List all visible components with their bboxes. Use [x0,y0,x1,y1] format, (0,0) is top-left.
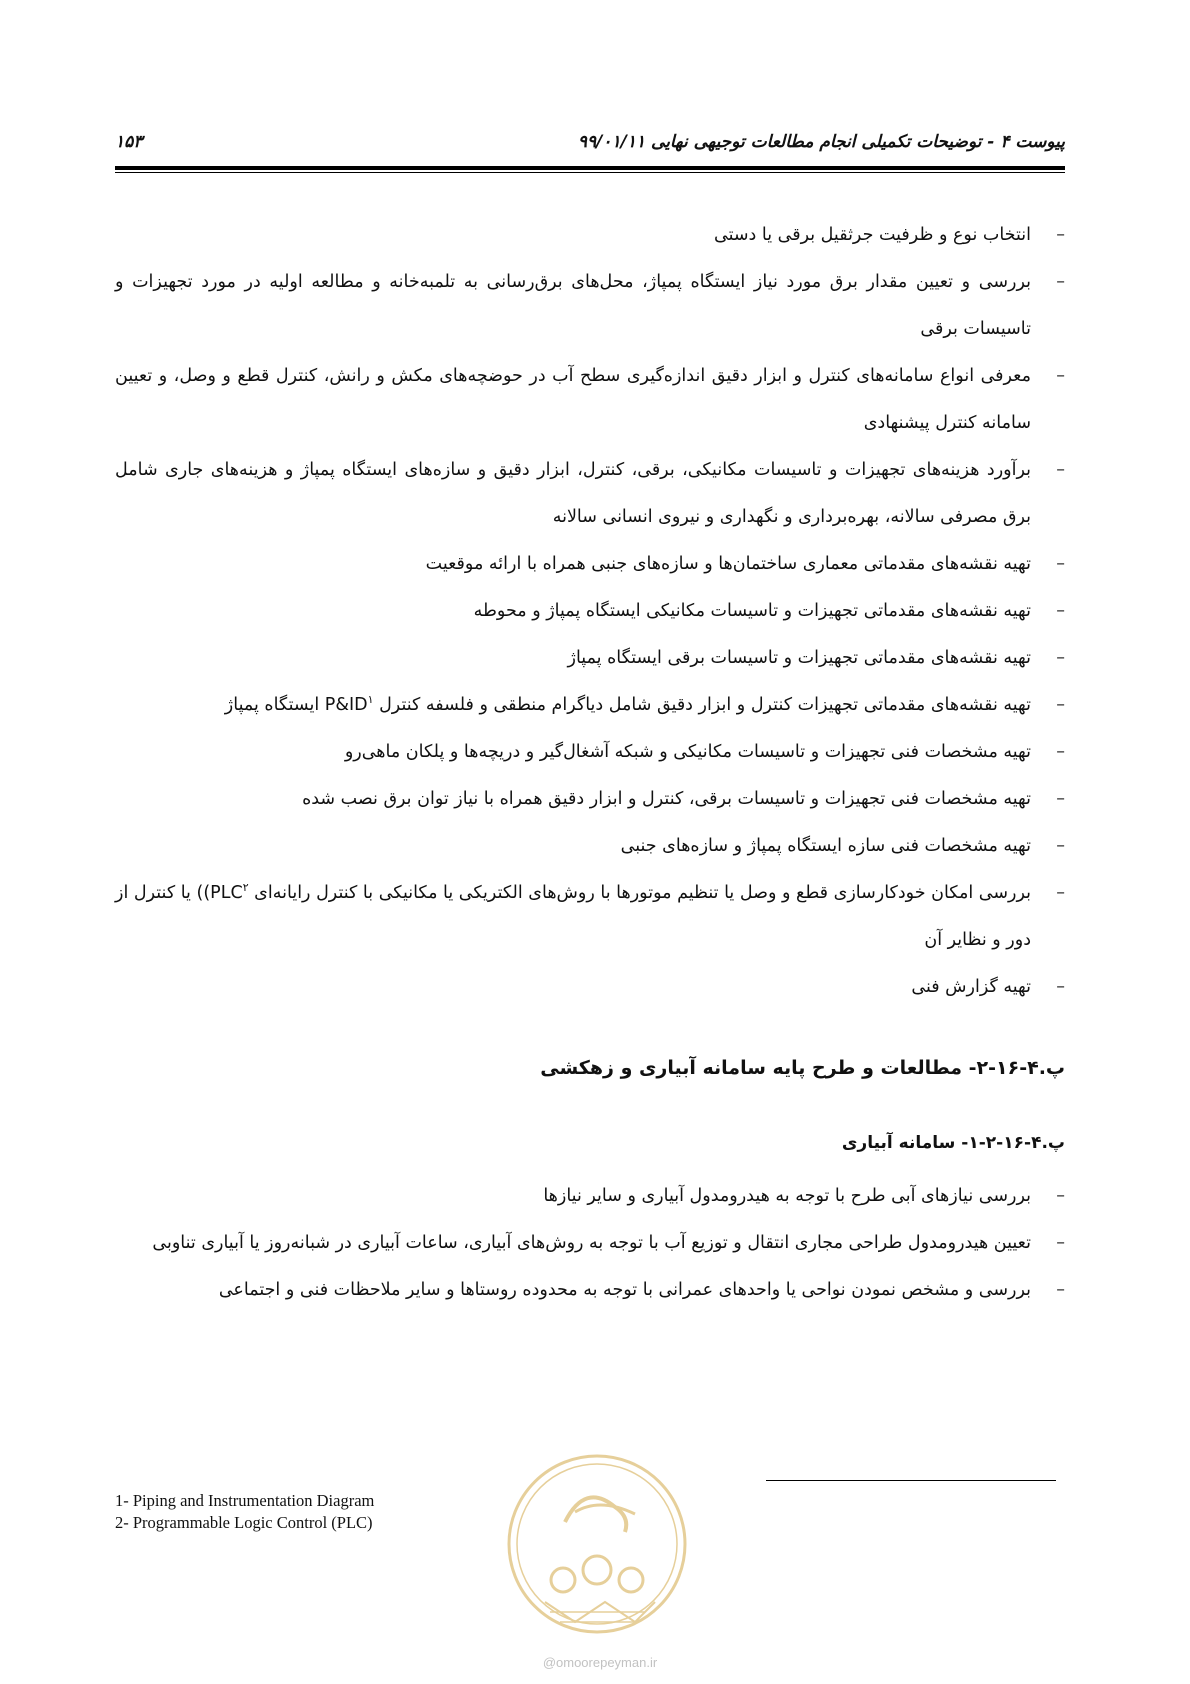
list-item: – تهیه نقشه‌های مقدماتی تجهیزات و تاسیسات مکانیکی ایستگاه پمپاژ و محوطه [115,588,1065,635]
plc-text-before: بررسی امکان خودکارسازی قطع و وصل یا تنظیم موتورها با روش‌های الکتریکی یا مکانیکی با کنترل رایانه‌ای [248,883,1031,903]
publisher-seal-logo [505,1452,689,1636]
list-item: – تهیه نقشه‌های مقدماتی تجهیزات و تاسیسات برقی ایستگاه پمپاژ [115,635,1065,682]
list-item: – تهیه مشخصات فنی تجهیزات و تاسیسات مکانیکی و شبکه آشغال‌گیر و دریچه‌ها و پلکان ماهی‌رو [115,729,1065,776]
pid-term: $P\&ID^۱$ [324,693,374,715]
list-item: – تهیه مشخصات فنی سازه ایستگاه پمپاژ و سازه‌های جنبی [115,823,1065,870]
subsection-heading: پ.۴-۱۶-۲-۱- سامانه آبیاری [841,1133,1065,1153]
list-item: – تهیه مشخصات فنی تجهیزات و تاسیسات برقی، کنترل و ابزار دقیق همراه با نیاز توان برق نصب شده [115,776,1065,823]
footnote-separator [766,1480,1056,1481]
page-header [115,132,1065,166]
header-rule-thick [115,166,1065,170]
header-rule-thin [115,172,1065,173]
list-item: – تهیه گزارش فنی [115,964,1065,1011]
pid-text-before: تهیه نقشه‌های مقدماتی تجهیزات کنترل و ابزار دقیق شامل دیاگرام منطقی و فلسفه کنترل [373,695,1031,715]
header-title: پیوست ۴ - توضیحات تکمیلی انجام مطالعات توجیهی نهایی ۹۹/۰۱/۱۱ [577,132,1065,152]
section-heading: پ.۴-۱۶-۲- مطالعات و طرح پایه سامانه آبیاری و زهکشی [540,1057,1065,1079]
footnotes [115,1490,535,1534]
list-item: – معرفی انواع سامانه‌های کنترل و ابزار دقیق اندازه‌گیری سطح آب در حوضچه‌های مکش و رانش، کنترل قطع و وصل، و تعیین سامانه کنترل پیشنهادی [115,353,1065,447]
page-number: ۱۵۳ [115,132,143,152]
list-item: – بررسی نیازهای آبی طرح با توجه به هیدرومدول آبیاری و سایر نیازها [115,1173,1065,1220]
footnote-1: 1- Piping and Instrumentation Diagram [115,1491,375,1510]
plc-term: (PLC$^۲$ [203,881,249,903]
list-item: – انتخاب نوع و ظرفیت جرثقیل برقی یا دستی [115,212,1065,259]
list-item: – بررسی و مشخص نمودن نواحی یا واحدهای عمرانی با توجه به محدوده روستاها و سایر ملاحظات فنی و اجتماعی [115,1267,1065,1314]
watermark-url: @omoorepeyman.ir [542,1655,658,1670]
main-content [115,212,1065,1314]
list-item: – برآورد هزینه‌های تجهیزات و تاسیسات مکانیکی، برقی، کنترل، ابزار دقیق و سازه‌های ایستگاه پمپاژ و هزینه‌های جاری شامل برق مصرفی سالانه، بهره‌برداری و نگهداری و نیروی انسانی سالانه [115,447,1065,541]
list-item: – تهیه نقشه‌های مقدماتی معماری ساختمان‌ها و سازه‌های جنبی همراه با ارائه موقعیت [115,541,1065,588]
list-item: – تعیین هیدرومدول طراحی مجاری انتقال و توزیع آب با توجه به روش‌های آبیاری، ساعات آبیاری در شبانه‌روز یا آبیاری تناوبی [115,1220,1065,1267]
list-item-plc [115,870,1065,964]
list-item-pid [115,682,1065,729]
footnote-ref-2: ۲ [242,881,249,895]
bullet-list-irrigation [115,1173,1065,1314]
bullet-list [115,212,1065,1011]
pid-text-after: ایستگاه پمپاژ [224,695,325,715]
plc-text-after: ) یا کنترل از دور و نظایر آن [115,883,1031,950]
footnote-ref-1: ۱ [367,693,374,707]
list-item: – بررسی و تعیین مقدار برق مورد نیاز ایستگاه پمپاژ، محل‌های برق‌رسانی به تلمبه‌خانه و مطالعه اولیه در مورد تجهیزات و تاسیسات برقی [115,259,1065,353]
footnote-2: 2- Programmable Logic Control (PLC) [115,1513,373,1532]
